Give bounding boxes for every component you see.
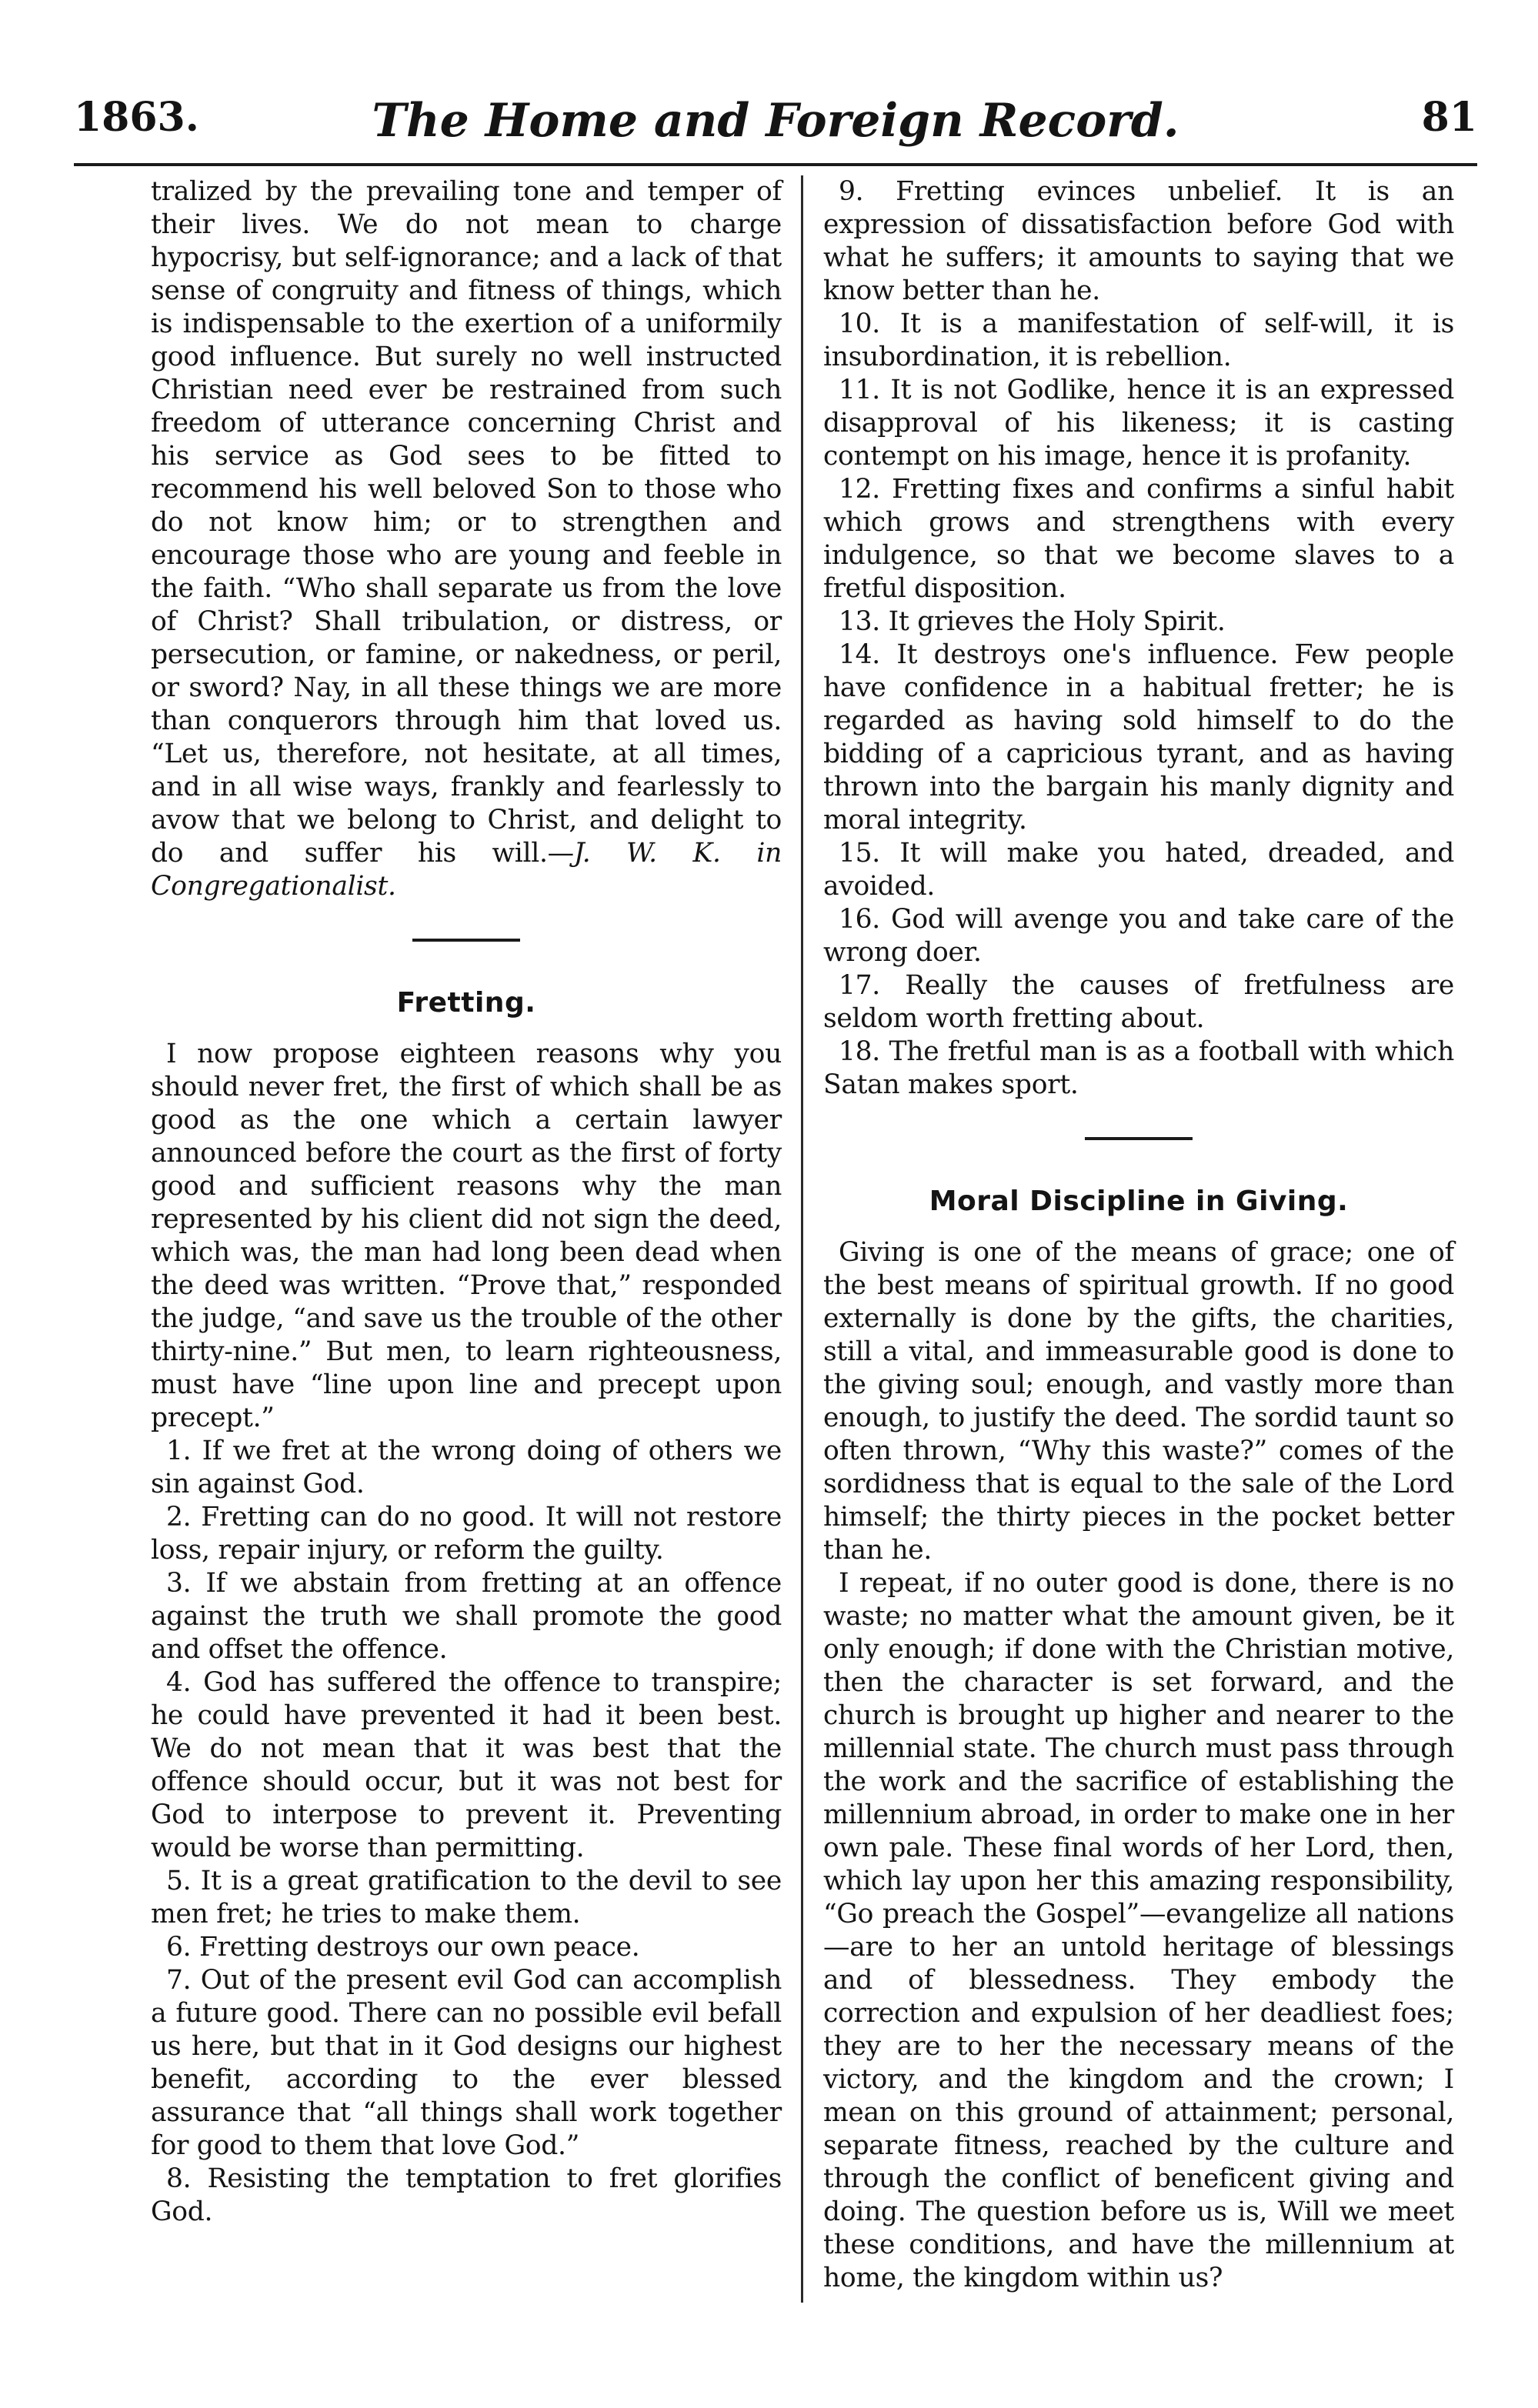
reason-item: 2. Fretting can do no good. It will not restore loss, repair injury, or reform the guilty. <box>151 1502 782 1566</box>
section-divider <box>412 939 520 942</box>
page-header <box>74 94 1477 166</box>
section-divider <box>1085 1137 1193 1140</box>
giving-paragraph: I repeat, if no outer good is done, there is no waste; no matter what the amount given, be it only enough; if done with the Christian motive, then the character is set forward, and the church is brought up higher and nearer to the millennial state. The church must pass through the work and the sacrifice of establishing the millennium abroad, in order to make one in her own pale. These final words of her Lord, then, which lay upon her this amazing responsibility, “Go preach the Gospel”—evangelize all nations —are to her an untold heritage of blessings and of blessedness. They embody the correction and expulsion of her deadliest foes; they are to her the necessary means of the victory, and the kingdom and the crown; I mean on this ground of attainment; personal, separate fitness, reached by the culture and through the conflict of beneficent giving and doing. The question before us is, Will we meet these conditions, and have the millennium at home, the kingdom within us? <box>823 1568 1454 2293</box>
right-column <box>823 175 1454 2295</box>
giving-paragraph: Giving is one of the means of grace; one of the best means of spiritual growth. If no good externally is done by the gifts, the charities, still a vital, and immeasurable good is done to the giving soul; enough, and vastly more than enough, to justify the deed. The sordid taunt so often thrown, “Why this waste?” comes of the sordidness that is equal to the sale of the Lord himself; the thirty pieces in the pocket better than he. <box>823 1237 1454 1566</box>
reason-item: 15. It will make you hated, dreaded, and avoided. <box>823 838 1454 902</box>
reason-item: 17. Really the causes of fretfulness are seldom worth fretting about. <box>823 970 1454 1034</box>
giving-title: Moral Discipline in Giving. <box>929 1186 1349 1217</box>
column-divider <box>801 175 803 2303</box>
fretting-title: Fretting. <box>396 987 536 1019</box>
header-page-number: 81 <box>1421 94 1477 141</box>
reason-item: 3. If we abstain from fretting at an offence against the truth we shall promote the good and offset the offence. <box>151 1568 782 1665</box>
reason-item: 4. God has suffered the offence to transpire; he could have prevented it had it been best. We do not mean that it was best that the offence should occur, but it was not best for God to interpose to prevent it. Preventing would be worse than permitting. <box>151 1667 782 1863</box>
reason-item: 1. If we fret at the wrong doing of others we sin against God. <box>151 1436 782 1499</box>
reason-item: 6. Fretting destroys our own peace. <box>166 1932 640 1963</box>
reason-item: 8. Resisting the temptation to fret glorifies God. <box>151 2163 782 2227</box>
reason-item: 13. It grieves the Holy Spirit. <box>839 606 1226 637</box>
reason-item: 12. Fretting fixes and confirms a sinful habit which grows and strengthens with every indulgence, so that we become slaves to a fretful disposition. <box>823 474 1454 604</box>
continued-text: tralized by the prevailing tone and temper of their lives. We do not mean to charge hypocrisy, but self-ignorance; and a lack of that sense of congruity and fitness of things, which is indispensable to the exertion of a uniformily good influence. But surely no well instructed Christian need ever be restrained from such freedom of utterance concerning Christ and his service as God sees to be fitted to recommend his well beloved Son to those who do not know him; or to strengthen and encourage those who are young and feeble in the faith. “Who shall separate us from the love of Christ? Shall tribulation, or distress, or persecution, or famine, or nakedness, or peril, or sword? Nay, in all these things we are more than conquerors through him that loved us. “Let us, therefore, not hesitate, at all times, and in all wise ways, frankly and fearlessly to avow that we belong to Christ, and delight to do and suffer his will.— <box>151 176 782 869</box>
reason-item: 7. Out of the present evil God can accomplish a future good. There can no possible evil befall us here, but that in it God designs our highest benefit, according to the ever blessed assurance that “all things shall work together for good to them that love God.” <box>151 1965 782 2161</box>
reason-item: 11. It is not Godlike, hence it is an expressed disapproval of his likeness; it is casting contempt on his image, hence it is profanity. <box>823 375 1454 472</box>
reason-item: 5. It is a great gratification to the devil to see men fret; he tries to make them. <box>151 1866 782 1929</box>
article-signature: J. W. K. in Congregationalist. <box>151 838 782 902</box>
continued-paragraph <box>151 175 782 903</box>
reason-item: 18. The fretful man is as a football with which Satan makes sport. <box>823 1036 1454 1100</box>
reason-item: 14. It destroys one's influence. Few people have confidence in a habitual fretter; he is regarded as having sold himself to do the bidding of a capricious tyrant, and as having thrown into the bargain his manly dignity and moral integrity. <box>823 639 1454 835</box>
header-year: 1863. <box>74 94 199 141</box>
header-title: The Home and Foreign Record. <box>372 94 1179 148</box>
reason-item: 9. Fretting evinces unbelief. It is an expression of dissatisfaction before God with what he suffers; it amounts to saying that we know better than he. <box>823 176 1454 306</box>
reason-item: 16. God will avenge you and take care of the wrong doer. <box>823 904 1454 968</box>
left-column <box>151 175 782 2229</box>
reason-item: 10. It is a manifestation of self-will, it is insubordination, it is rebellion. <box>823 309 1454 372</box>
fretting-intro: I now propose eighteen reasons why you should never fret, the first of which shall be as good as the one which a certain lawyer announced before the court as the first of forty good and sufficient reasons why the man represented by his client did not sign the deed, which was, the man had long been dead when the deed was written. “Prove that,” responded the judge, “and save us the trouble of the other thirty-nine.” But men, to learn righteousness, must have “line upon line and precept upon precept.” <box>151 1039 782 1433</box>
